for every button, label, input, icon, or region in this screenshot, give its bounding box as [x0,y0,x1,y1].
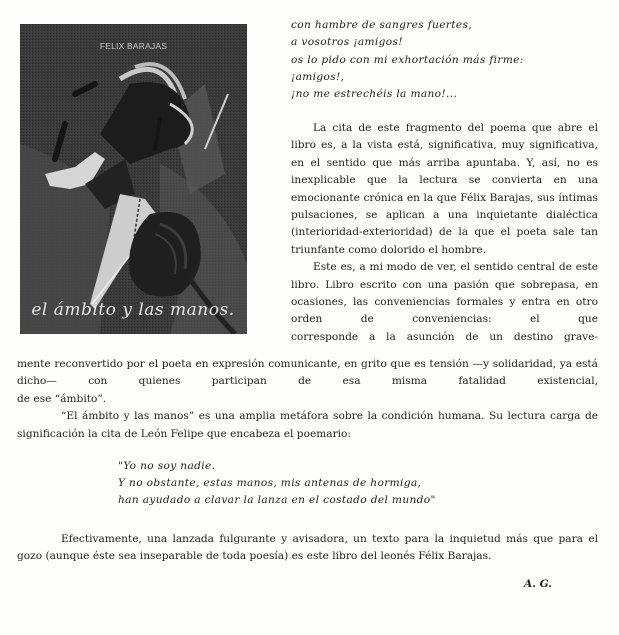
cover-author: FELIX BARAJAS [99,41,168,51]
poem-fragment [291,17,524,103]
author-signature: A. G. [524,578,552,590]
paragraph-2-column-last: corresponde a la asunción de un destino grave- [291,330,598,343]
poem-line: a vosotros ¡amigos! [291,36,403,49]
paragraph-4: Efectivamente, una lanzada fulgurante y avisadora, un texto para la inquietud más que para el gozo (aunque éste sea inseparable de toda poesía) es este libro del leonés Félix Barajas. [17,533,598,563]
closing-paragraph [17,531,598,566]
poem-line: ¡amigos!, [291,70,345,83]
poem-line: ¡no me estrechéis la mano!... [291,88,458,101]
column-text [291,120,598,346]
cover-title: el ámbito y las manos. [31,300,235,320]
quote-line: han ayudado a clavar la lanza en el costado del mundo" [118,494,436,507]
paragraph-3: “El ámbito y las manos” es una amplia metáfora sobre la condición humana. Su lectura carga de significación la cita de León Felipe que encabeza el poemario: [17,410,598,440]
paragraph-2-end: de ese “ámbito”. [17,392,107,405]
book-cover-image [20,24,247,334]
quote-line: "Yo no soy nadie. [118,460,216,472]
leon-felipe-quote [118,458,436,510]
cover-artwork [20,24,247,334]
paragraph-1: La cita de este fragmento del poema que abre el libro es, a la vista está, significativa, muy significativa, en el sentido que más arriba apuntaba. Y, así, no es inexplicable que la lectura se convierta en una emocionante crónica en la que Félix Barajas, sus íntimas pulsaciones, se aplican a una inquietante dialéctica (interioridad-exterioridad) de la que el poeta sale tan triunfante como dolorido el hombre. [291,122,598,256]
quote-line: Y no obstante, estas manos, mis antenas de hormiga, [118,477,422,490]
poem-line: con hambre de sangres fuertes, [291,19,472,31]
paragraph-2-continued [17,356,598,443]
poem-line: os lo pido con mi exhortación más firme: [291,53,524,66]
paragraph-2-column: Este es, a mi modo de ver, el sentido central de este libro. Libro escrito con una pasión que sobrepasa, en ocasiones, las conveniencias formales y entra en otro orden de conveniencias: el que [291,261,598,326]
paragraph-2-full: mente reconvertido por el poeta en expresión comunicante, en grito que es tensión —y solidaridad, ya está dicho— con quienes participan de esa misma fatalidad existencial, [17,358,598,388]
